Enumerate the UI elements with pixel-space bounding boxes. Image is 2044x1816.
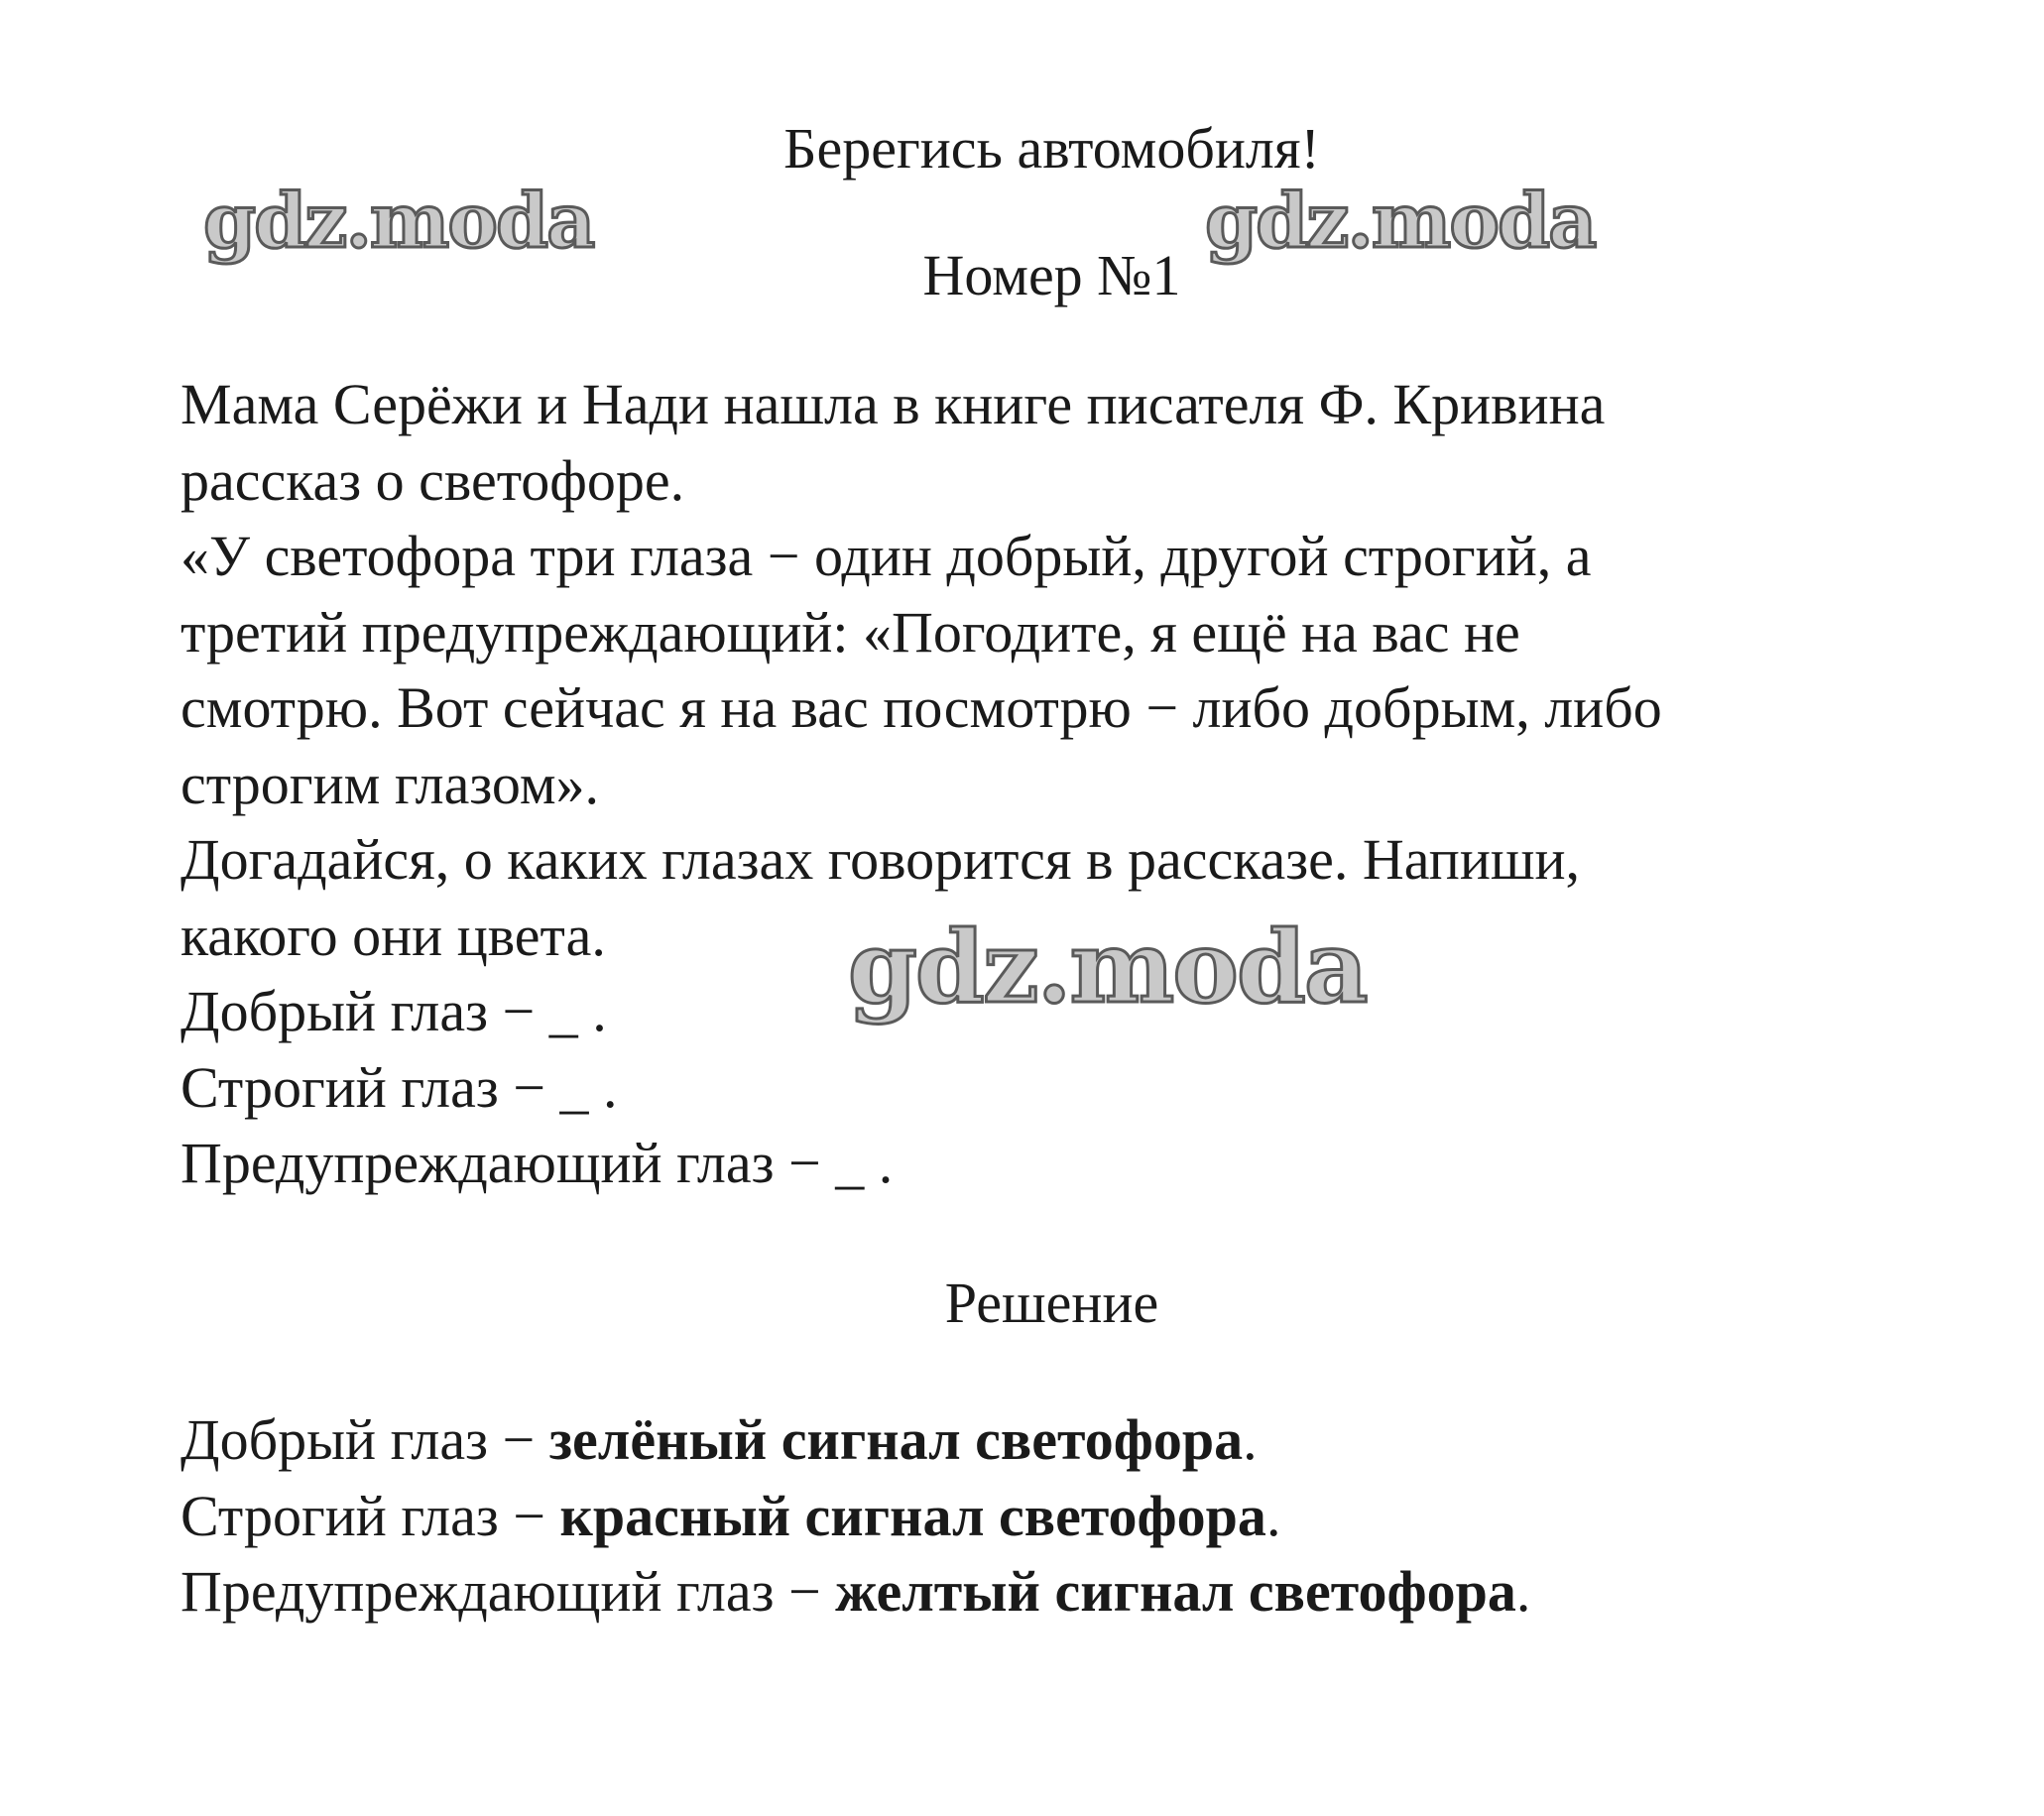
solution-prefix: Строгий глаз − — [180, 1483, 560, 1548]
solution-text — [180, 1402, 2005, 1631]
solution-row — [180, 1402, 2005, 1479]
task-text — [180, 367, 2005, 1202]
exercise-number: Номер №1 — [922, 243, 1181, 307]
task-line: Мама Серёжи и Нади нашла в книге писателя Ф. Кривина — [180, 372, 1606, 436]
task-line: смотрю. Вот сейчас я на вас посмотрю − либо добрым, либо — [180, 675, 1662, 740]
solution-row — [180, 1554, 2005, 1631]
task-line: «У светофора три глаза − один добрый, другой строгий, а — [180, 524, 1592, 588]
solution-prefix: Предупреждающий глаз − — [180, 1559, 836, 1624]
solution-suffix: . — [1265, 1483, 1281, 1548]
solution-suffix: . — [1243, 1407, 1258, 1472]
task-line: третий предупреждающий: «Погодите, я ещё на вас не — [180, 599, 1520, 665]
task-line: какого они цвета. — [180, 903, 606, 968]
solution-suffix: . — [1515, 1559, 1531, 1624]
watermark-logo: gdz.moda — [848, 908, 1367, 1026]
page-title: Берегись автомобиля! — [783, 116, 1320, 181]
solution-heading: Решение — [944, 1271, 1159, 1335]
task-line: Догадайся, о каких глазах говорится в рассказе. Напиши, — [180, 827, 1581, 892]
solution-row — [180, 1479, 2005, 1555]
watermark-logo: gdz.moda — [203, 177, 594, 265]
task-line: рассказ о светофоре. — [180, 447, 685, 513]
task-line: строгим глазом». — [180, 751, 600, 816]
solution-answer: желтый сигнал светофора — [835, 1559, 1516, 1624]
watermark-logo: gdz.moda — [1205, 177, 1596, 265]
solution-answer: зелёный сигнал светофора — [548, 1407, 1244, 1472]
task-line: Добрый глаз − _ . — [180, 979, 607, 1043]
task-line: Предупреждающий глаз − _ . — [180, 1131, 894, 1195]
task-line: Строгий глаз − _ . — [180, 1054, 618, 1120]
solution-answer: красный сигнал светофора — [559, 1483, 1266, 1548]
solution-prefix: Добрый глаз − — [180, 1407, 549, 1472]
